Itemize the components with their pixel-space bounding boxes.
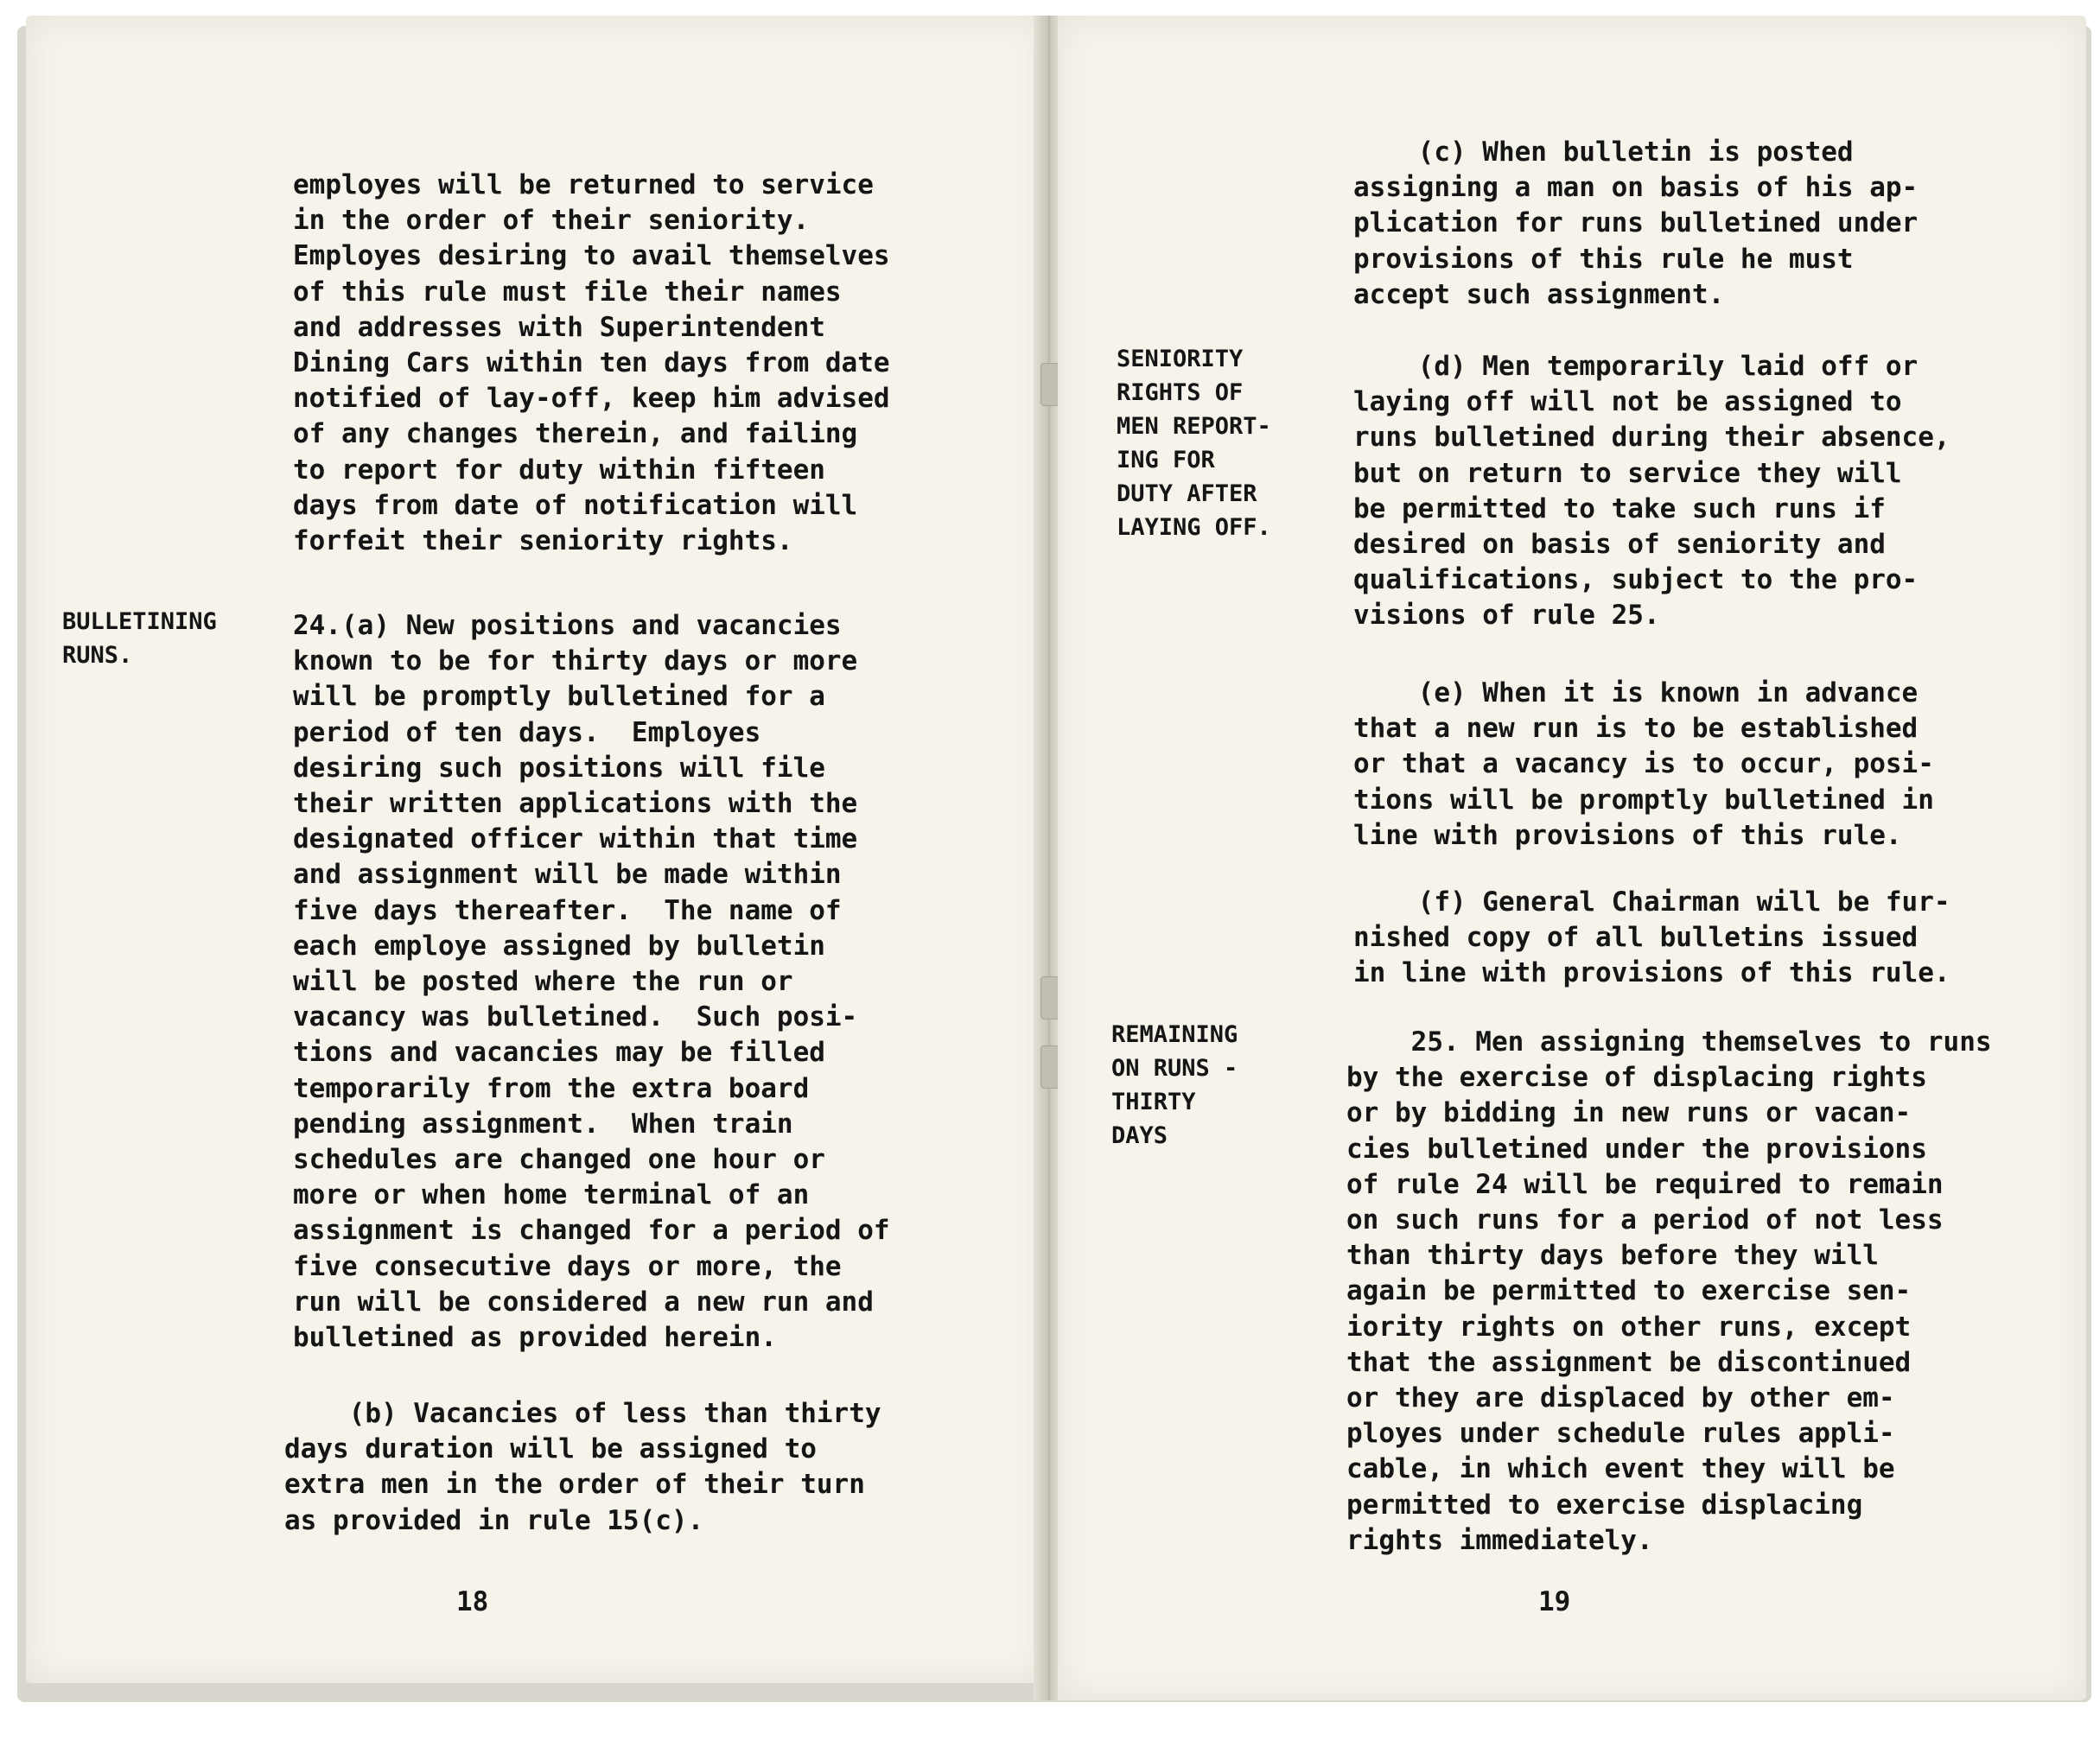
text-line: but on return to service they will [1353,457,1902,489]
text-line: and addresses with Superintendent [293,311,825,343]
text-line: line with provisions of this rule. [1353,819,1902,851]
text-line: desiring such positions will file [293,752,825,784]
text-line: iority rights on other runs, except [1346,1311,1912,1343]
text-line: assigning a man on basis of his ap- [1353,172,1919,204]
text-line: forfeit their seniority rights. [293,525,793,557]
text-line: permitted to exercise displacing [1346,1489,1863,1521]
paragraph-rule-24e [1353,676,1934,854]
left-page [26,16,1046,1683]
text-line: that the assignment be discontinued [1346,1346,1912,1378]
text-line: in line with provisions of this rule. [1353,957,1950,989]
text-line: cies bulletined under the provisions [1346,1133,1927,1165]
text-line: accept such assignment. [1353,278,1725,310]
page-number-left: 18 [456,1586,489,1617]
text-line: assignment is changed for a period of [293,1215,890,1247]
text-line: to report for duty within fifteen [293,454,825,486]
text-line: designated officer within that time [293,823,858,855]
text-line: than thirty days before they will [1346,1240,1879,1272]
paragraph-rule-24f [1353,885,1950,992]
text-line: will be posted where the run or [293,966,793,998]
text-line: by the exercise of displacing rights [1346,1062,1927,1094]
text-line: vacancy was bulletined. Such posi- [293,1001,858,1033]
side-heading-remaining-on-runs [1111,1018,1238,1153]
text-line: laying off will not be assigned to [1353,386,1902,418]
text-line: DUTY AFTER [1117,480,1257,507]
text-line: five days thereafter. The name of [293,894,842,926]
text-line: days from date of notification will [293,489,858,521]
text-line: tions and vacancies may be filled [293,1037,825,1069]
text-line: Employes desiring to avail themselves [293,240,890,272]
text-line: cable, in which event they will be [1346,1453,1895,1485]
text-line: or that a vacancy is to occur, posi- [1353,748,1934,780]
text-line: will be promptly bulletined for a [293,681,825,713]
text-line: extra men in the order of their turn [284,1469,865,1501]
side-heading-seniority-rights [1117,342,1271,544]
text-line: and assignment will be made within [293,859,842,891]
text-line: (f) General Chairman will be fur- [1353,886,1950,918]
text-line: on such runs for a period of not less [1346,1204,1944,1236]
page-number-right: 19 [1538,1586,1571,1617]
text-line: bulletined as provided herein. [293,1322,777,1354]
text-line: (d) Men temporarily laid off or [1353,351,1919,382]
paragraph-rule-24a [293,608,890,1356]
text-line: 24.(a) New positions and vacancies [293,610,842,641]
text-line: or they are displaced by other em- [1346,1382,1895,1414]
text-line: of this rule must file their names [293,276,842,308]
text-line: nished copy of all bulletins issued [1353,922,1919,954]
text-line: temporarily from the extra board [293,1072,810,1104]
text-line: ON RUNS - [1111,1055,1238,1082]
text-line: again be permitted to exercise sen- [1346,1275,1912,1307]
staple-middle [1040,976,1060,1020]
paragraph-rule-24c [1353,135,1918,313]
text-line: THIRTY [1111,1089,1196,1115]
text-line: of rule 24 will be required to remain [1346,1168,1944,1200]
text-line: their written applications with the [293,788,858,820]
paragraph-continuation [293,168,890,559]
text-line: LAYING OFF. [1117,514,1271,541]
text-line: as provided in rule 15(c). [284,1504,704,1536]
text-line: RUNS. [62,642,133,669]
text-line: runs bulletined during their absence, [1353,422,1950,454]
text-line: notified of lay-off, keep him advised [293,383,890,415]
text-line: rights immediately. [1346,1524,1653,1556]
paragraph-rule-25 [1346,1025,1992,1559]
side-heading-bulletining-runs [62,605,217,672]
text-line: days duration will be assigned to [284,1433,817,1465]
text-line: known to be for thirty days or more [293,645,858,677]
text-line: desired on basis of seniority and [1353,529,1886,561]
text-line: tions will be promptly bulletined in [1353,784,1934,816]
text-line: or by bidding in new runs or vacan- [1346,1097,1912,1129]
text-line: (e) When it is known in advance [1353,677,1919,708]
text-line: pending assignment. When train [293,1108,793,1140]
text-line: schedules are changed one hour or [293,1144,825,1176]
text-line: RIGHTS OF [1117,379,1244,406]
text-line: SENIORITY [1117,346,1244,372]
text-line: MEN REPORT- [1117,413,1271,440]
text-line: more or when home terminal of an [293,1179,810,1211]
text-line: ING FOR [1117,447,1215,473]
text-line: ployes under schedule rules appli- [1346,1418,1895,1450]
text-line: in the order of their seniority. [293,205,810,237]
staple-top [1040,363,1060,406]
text-line: REMAINING [1111,1021,1238,1048]
text-line: (b) Vacancies of less than thirty [284,1398,881,1429]
staple-bottom [1040,1045,1060,1089]
text-line: (c) When bulletin is posted [1353,137,1854,168]
paragraph-rule-24d [1353,349,1950,634]
text-line: visions of rule 25. [1353,600,1660,632]
paragraph-rule-24b [284,1396,881,1539]
text-line: five consecutive days or more, the [293,1250,842,1282]
text-line: of any changes therein, and failing [293,418,858,450]
text-line: be permitted to take such runs if [1353,492,1886,524]
text-line: DAYS [1111,1122,1168,1149]
text-line: each employe assigned by bulletin [293,930,825,962]
text-line: BULLETINING [62,608,217,635]
text-line: provisions of this rule he must [1353,243,1854,275]
text-line: 25. Men assigning themselves to runs [1346,1026,1992,1058]
text-line: employes will be returned to service [293,169,874,200]
right-page [1058,16,2086,1700]
text-line: run will be considered a new run and [293,1286,874,1318]
text-line: qualifications, subject to the pro- [1353,564,1919,596]
text-line: that a new run is to be established [1353,713,1919,745]
text-line: period of ten days. Employes [293,716,761,748]
text-line: plication for runs bulletined under [1353,207,1919,239]
text-line: Dining Cars within ten days from date [293,347,890,379]
